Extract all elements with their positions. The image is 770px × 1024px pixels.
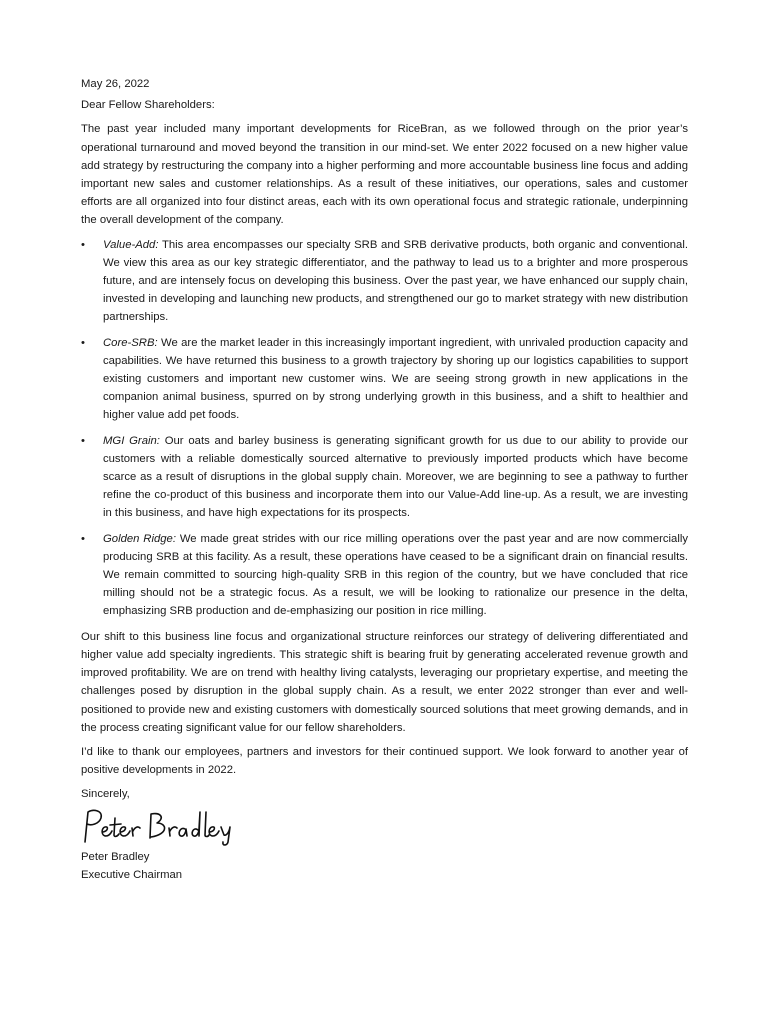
bullet-text: This area encompasses our specialty SRB and SRB derivative products, both organic and conventional. We view this area as our key strategic differentiator, and the pathway to lead us to a brighter and more prosperous future, and are intensely focus on developing this business. Over the past year, we have enhanced our supply chain, invested in developing and launching new products, and strengthened our go to market strategy with new distribution partnerships.	[103, 238, 688, 324]
bullet-icon: •	[81, 532, 85, 545]
letter-date: May 26, 2022	[81, 78, 150, 90]
salutation: Dear Fellow Shareholders:	[81, 99, 215, 112]
closing-paragraph: Our shift to this business line focus and organizational structure reinforces our strategy of delivering differentiated and higher value add specialty ingredients. This strategic shift is bearing fruit by generating accelerated revenue growth and improved profitability. We are on trend with healthy living catalysts, leveraging our proprietary expertise, and meeting the challenges posed by disruption in the global supply chain. As a result, we enter 2022 stronger than ever and well-positioned to provide new and existing customers with domestically sourced solutions that meet growing demands, and in the process creating significant value for our fellow shareholders.	[81, 630, 688, 734]
list-item	[81, 530, 688, 621]
signer-name: Peter Bradley	[81, 850, 150, 863]
business-areas-list	[81, 236, 688, 621]
intro-paragraph: The past year included many important developments for RiceBran, as we followed through on the prior year’s operational turnaround and moved beyond the transition in our mind-set. We enter 2022 focused on a new higher value add strategy by restructuring the company into a higher performing and more accountable business line focus and adding important new sales and customer relationships. As a result of these initiatives, our operations, sales and customer efforts are all organized into four distinct areas, each with its own operational focus and strategic rationale, underpinning the overall development of the company.	[81, 123, 688, 227]
list-item	[81, 432, 688, 523]
bullet-icon: •	[81, 434, 85, 447]
bullet-term: Core-SRB:	[103, 336, 158, 349]
bullet-icon: •	[81, 238, 85, 251]
signer-title: Executive Chairman	[81, 868, 183, 881]
sign-off: Sincerely,	[81, 788, 130, 801]
bullet-icon: •	[81, 336, 85, 349]
letter-body	[81, 75, 688, 884]
bullet-text: Our oats and barley business is generating significant growth for us due to our ability to provide our customers with a reliable domestically sourced alternative to previously imported products which have become scarce as a result of disruptions in the global supply chain. Moreover, we are beginning to see a pathway to further refine the co-product of this business and incorporate them into our Value-Add line-up. As a result, we are investing in this business, and have high expectations for its prospects.	[103, 434, 688, 520]
list-item	[81, 236, 688, 327]
thanks-paragraph: I’d like to thank our employees, partners and investors for their continued support. We look forward to another year of positive developments in 2022.	[81, 745, 688, 777]
bullet-text: We are the market leader in this increasingly important ingredient, with unrivaled production capacity and capabilities. We have returned this business to a growth trajectory by shoring up our logistics capabilities to support existing customers and important new customer wins. We are seeing strong growth in new applications in the companion animal business, spurred on by strong underlying growth in this business, and a shift to healthier and higher value add pet foods.	[103, 336, 688, 422]
bullet-text: We made great strides with our rice milling operations over the past year and are now commercially producing SRB at this facility. As a result, these operations have ceased to be a significant drain on financial results. We remain committed to sourcing high-quality SRB in this region of the country, but we have concluded that rice milling should not be a strategic focus. As a result, we will be looking to rationalize our presence in the delta, emphasizing SRB production and de-emphasizing our position in rice milling.	[103, 532, 688, 618]
list-item	[81, 334, 688, 425]
bullet-term: Golden Ridge:	[103, 532, 176, 545]
handwritten-signature	[81, 804, 688, 848]
bullet-term: MGI Grain:	[103, 434, 160, 447]
signature-graphic	[81, 804, 241, 848]
bullet-term: Value-Add:	[103, 238, 159, 251]
